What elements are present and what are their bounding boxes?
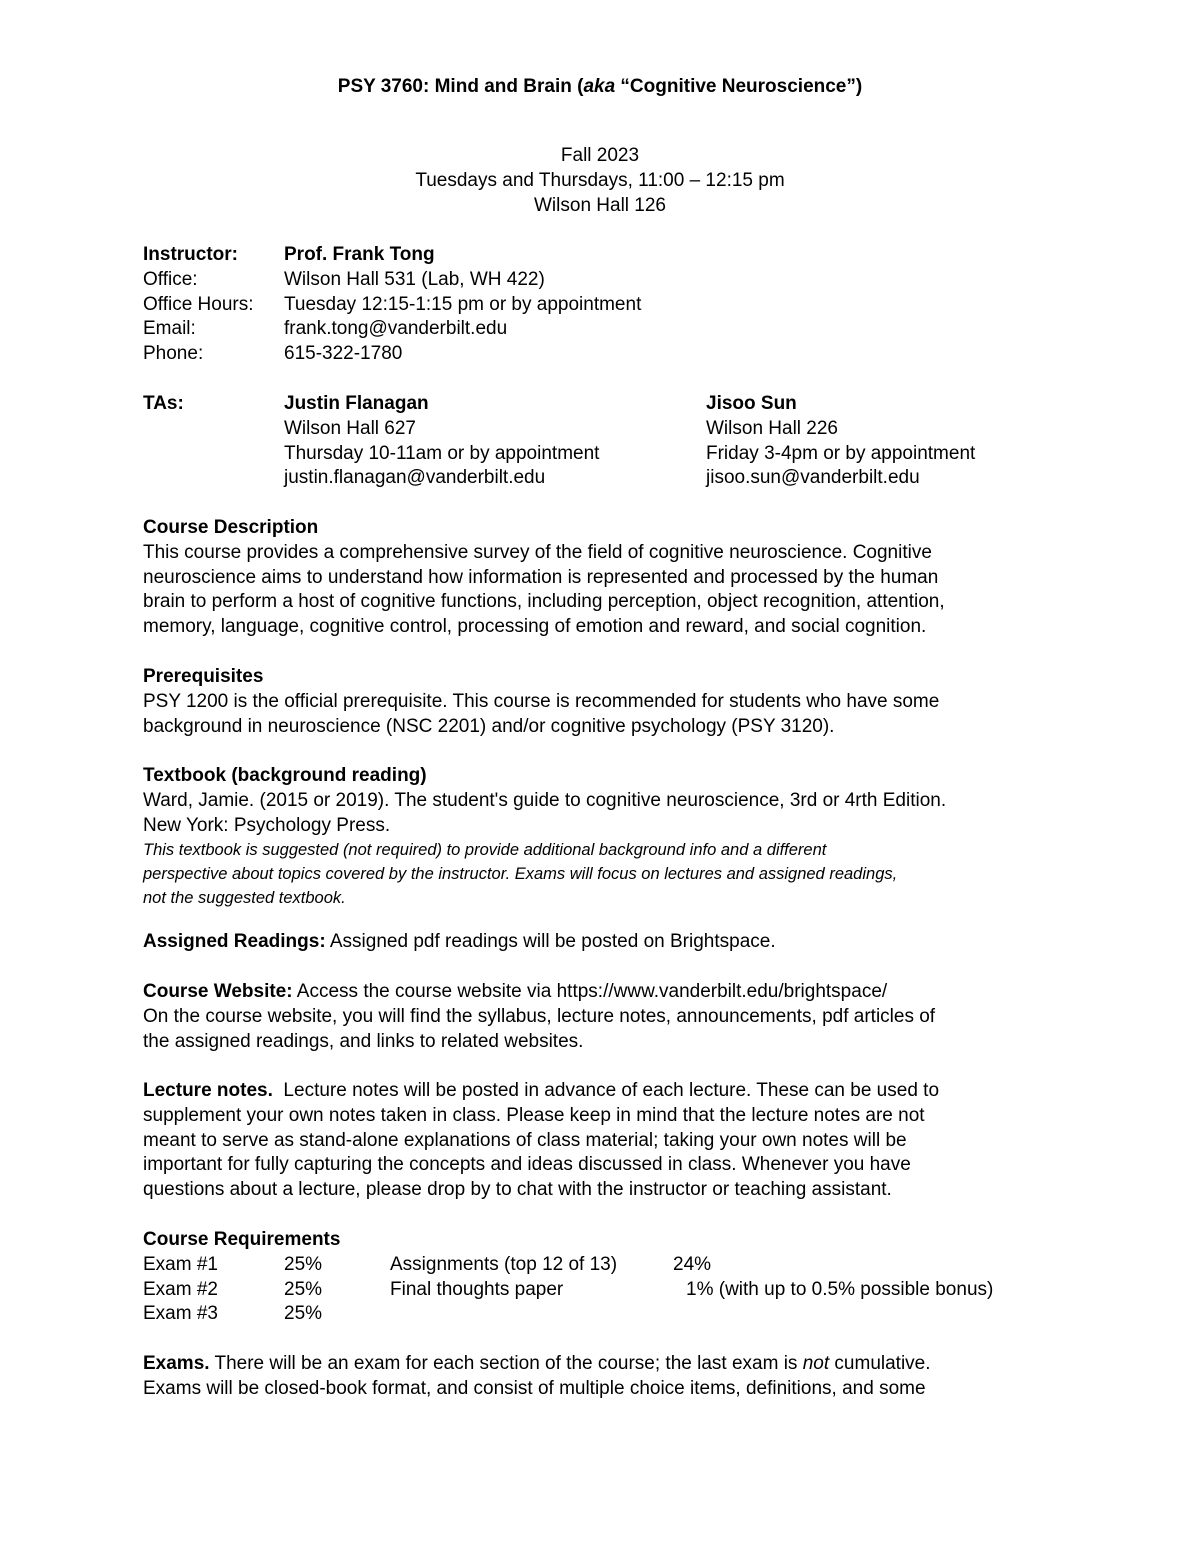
course-requirements — [143, 1228, 1063, 1327]
course-location: Wilson Hall 126 — [534, 194, 666, 216]
instructor-row: Instructor: Prof. Frank Tong — [143, 244, 435, 265]
course-schedule: Tuesdays and Thursdays, 11:00 – 12:15 pm — [415, 169, 785, 191]
lecture-notes: Lecture notes. Lecture notes will be posted in advance of each lecture. These can be used to supplement your own notes taken in class. Please keep in mind that the lecture notes are not meant to serve as stand-alone explanations of class material; taking your own notes will be important for fully capturing the concepts and ideas discussed in class. Whenever you have questions about a lecture, please drop by to chat with the instructor or teaching assistant. — [143, 1080, 940, 1201]
ta-office-row: Wilson Hall 627 Wilson Hall 226 — [284, 417, 838, 439]
textbook: Textbook (background reading) Ward, Jamie. (2015 or 2019). The student's guide to cognitive neuroscience, 3rd or 4rth Edition. New York: Psychology Press. This textbook is suggested (not required) to provide additional background info and a different perspective about topics covered by the instructor. Exams will focus on lectures and assigned readings, not the suggested textbook. — [143, 764, 1063, 910]
textbook-note: This textbook is suggested (not required) to provide additional background info and a different perspective about topics covered by the instructor. Exams will focus on lectures and assigned readings, not the suggested textbook. — [143, 841, 898, 908]
prerequisites: Prerequisites PSY 1200 is the official prerequisite. This course is recommended for students who have some background in neuroscience (NSC 2201) and/or cognitive psychology (PSY 3120). — [143, 665, 1063, 739]
section-heading: Prerequisites — [143, 666, 264, 687]
section-heading: Course Requirements — [143, 1229, 341, 1250]
requirement-row: Exam #3 25% — [143, 1303, 323, 1325]
ta1-name: Justin Flanagan — [284, 393, 429, 414]
requirement-row: Exam #2 25% Final thoughts paper 1% (with up to 0.5% possible bonus) — [143, 1278, 994, 1300]
exams-section: Exams. There will be an exam for each section of the course; the last exam is not cumulative. Exams will be closed-book format, and consist of multiple choice items, definitions, and some — [143, 1353, 931, 1399]
ta-email-row: justin.flanagan@vanderbilt.edu jisoo.sun@vanderbilt.edu — [284, 467, 920, 489]
tas-block — [143, 392, 1063, 491]
requirement-row: Exam #1 25% Assignments (top 12 of 13) 24% — [143, 1253, 712, 1275]
course-description: Course Description This course provides a comprehensive survey of the field of cognitive neuroscience. Cognitive neuroscience aims to understand how information is represented and processed by the human brain to perform a host of cognitive functions, including perception, object recognition, attention, memory, language, cognitive control, processing of emotion and reward, and social cognition. — [143, 516, 1063, 640]
ta-names-row: TAs: Justin Flanagan Jisoo Sun — [143, 392, 1063, 417]
instructor-block — [143, 243, 1063, 367]
office-hours-row: Office Hours: Tuesday 12:15-1:15 pm or by appointment — [143, 293, 642, 315]
section-heading: Course Description — [143, 517, 319, 538]
ta-hours-row: Thursday 10-11am or by appointment Friday 3-4pm or by appointment — [284, 442, 976, 464]
assigned-readings: Assigned Readings: Assigned pdf readings will be posted on Brightspace. — [143, 931, 776, 952]
course-term: Fall 2023 — [560, 145, 640, 166]
ta2-name: Jisoo Sun — [706, 393, 797, 414]
course-title: PSY 3760: Mind and Brain (aka “Cognitive Neuroscience”) — [337, 76, 863, 97]
office-row: Office: Wilson Hall 531 (Lab, WH 422) — [143, 268, 545, 290]
email-row: Email: frank.tong@vanderbilt.edu — [143, 318, 508, 340]
course-meta — [0, 144, 1200, 218]
section-heading: Textbook (background reading) — [143, 765, 427, 786]
course-website: Course Website: Access the course website via https://www.vanderbilt.edu/brightspace/ On the course website, you will find the syllabus, lecture notes, announcements, pdf articles of the assigned readings, and links to related websites. — [143, 981, 936, 1052]
phone-row: Phone: 615-322-1780 — [143, 343, 403, 365]
